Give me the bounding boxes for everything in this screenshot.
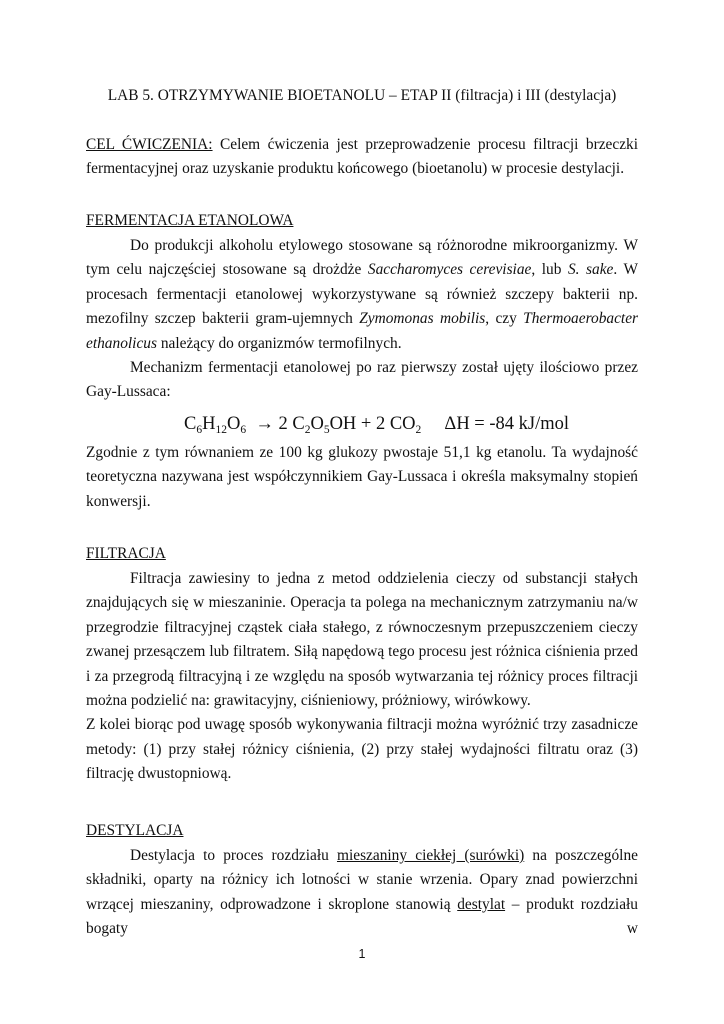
eq-subscript: 2 <box>304 424 311 436</box>
fermentation-paragraph-3: Zgodnie z tym równaniem ze 100 kg glukozy pwostaje 51,1 kg etanolu. Ta wydajność teoretyczna nazywana jest współczynnikiem Gay-Lussaca i określa maksymalny stopień konwersji. <box>86 444 638 510</box>
distillation-body <box>86 844 638 942</box>
eq-text: H <box>202 414 216 434</box>
enthalpy-value: ΔH = -84 kJ/mol <box>444 414 570 434</box>
text-run: , lub <box>531 261 568 279</box>
filtration-paragraph-2: Z kolei biorąc pod uwagę sposób wykonywania filtracji można wyróżnić trzy zasadnicze metody: (1) przy stałej różnicy ciśnienia, (2) przy stałej wydajności filtratu oraz (3) filtrację dwustopniową. <box>86 716 638 783</box>
eq-text: C <box>184 414 197 434</box>
text-run: , czy <box>485 310 524 328</box>
text-run: Destylacja to proces rozdziału <box>130 847 337 864</box>
goal-paragraph <box>86 133 638 182</box>
eq-text: 2 C <box>278 414 305 434</box>
filtration-body <box>86 567 638 787</box>
text-run: – produkt rozdziału bogaty w <box>86 895 638 938</box>
arrow-icon: → <box>255 414 274 434</box>
distillation-heading: DESTYLACJA <box>86 822 184 839</box>
eq-text: OH + 2 CO <box>329 414 416 434</box>
distillation-paragraph <box>86 844 638 942</box>
filtration-section <box>86 544 638 564</box>
eq-subscript: 6 <box>240 424 247 436</box>
goal-label: CEL ĆWICZENIA: <box>86 136 213 153</box>
text-run: . W procesach fermentacji etanolowej wykorzystywane są również szczepy bakterii np. mezofilny szczep bakterii gram-ujemnych <box>86 261 638 328</box>
species-name: Saccharomyces cerevisiae <box>367 261 532 279</box>
fermentation-section <box>86 211 638 231</box>
goal-text: Celem ćwiczenia jest przeprowadzenie procesu filtracji brzeczki fermentacyjnej oraz uzyskanie produktu końcowego (bioetanolu) w procesie destylacji. <box>86 136 638 178</box>
filtration-paragraph-1: Filtracja zawiesiny to jedna z metod oddzielenia cieczy od substancji stałych znajdujących się w mieszaninie. Operacja ta polega na mechanicznym zatrzymaniu na/w przegrodzie filtracyjnej cząstek ciała stałego, z równoczesnym przepuszczeniem cieczy zwanej przesączem lub filtratem. Siłą napędową tego procesu jest różnica ciśnienia przed i za przegrodą filtracyjną i ze względu na sposób wytwarzania tej różnicy proces filtracji można podzielić na: grawitacyjny, ciśnieniowy, próżniowy, wirówkowy. <box>86 570 638 710</box>
goal-section <box>86 133 638 182</box>
text-run: Do produkcji alkoholu etylowego stosowane są różnorodne mikroorganizmy. W tym celu najczęściej stosowane są drożdże <box>86 237 638 279</box>
eq-text: O <box>226 414 241 434</box>
reaction-equation <box>184 410 569 444</box>
text-run: na poszczególne składniki, oparty na różnicy ich lotności w stanie wrzenia. Opary znad powierzchni wrzącej mieszaniny, odprowadzone i skroplone stanowią <box>86 847 638 913</box>
fermentation-body <box>86 234 638 405</box>
eq-subscript: 6 <box>196 424 203 436</box>
eq-text: O <box>310 414 324 434</box>
text-run: należący do organizmów termofilnych. <box>156 334 402 352</box>
page-number: 1 <box>358 947 366 961</box>
underlined-term: mieszaniny ciekłej (surówki) <box>336 847 525 864</box>
eq-subscript: 2 <box>415 424 422 436</box>
species-name: Thermoaerobacter ethanolicus <box>86 310 639 352</box>
fermentation-paragraph-2: Mechanizm fermentacji etanolowej po raz pierwszy został ujęty ilościowo przez Gay-Lussaca: <box>86 359 638 401</box>
eq-subscript: 12 <box>215 424 227 436</box>
distillation-section <box>86 821 638 841</box>
page-title: LAB 5. OTRZYMYWANIE BIOETANOLU – ETAP II (filtracja) i III (destylacja) <box>107 87 617 104</box>
fermentation-heading: FERMENTACJA ETANOLOWA <box>86 212 294 229</box>
fermentation-conclusion <box>86 441 638 514</box>
species-name: Zymomonas mobilis <box>359 310 486 328</box>
eq-subscript: 5 <box>323 424 330 436</box>
underlined-term: destylat <box>457 895 506 913</box>
species-name: S. sake <box>567 261 614 279</box>
filtration-heading: FILTRACJA <box>86 545 166 562</box>
fermentation-paragraph-1 <box>86 234 638 356</box>
